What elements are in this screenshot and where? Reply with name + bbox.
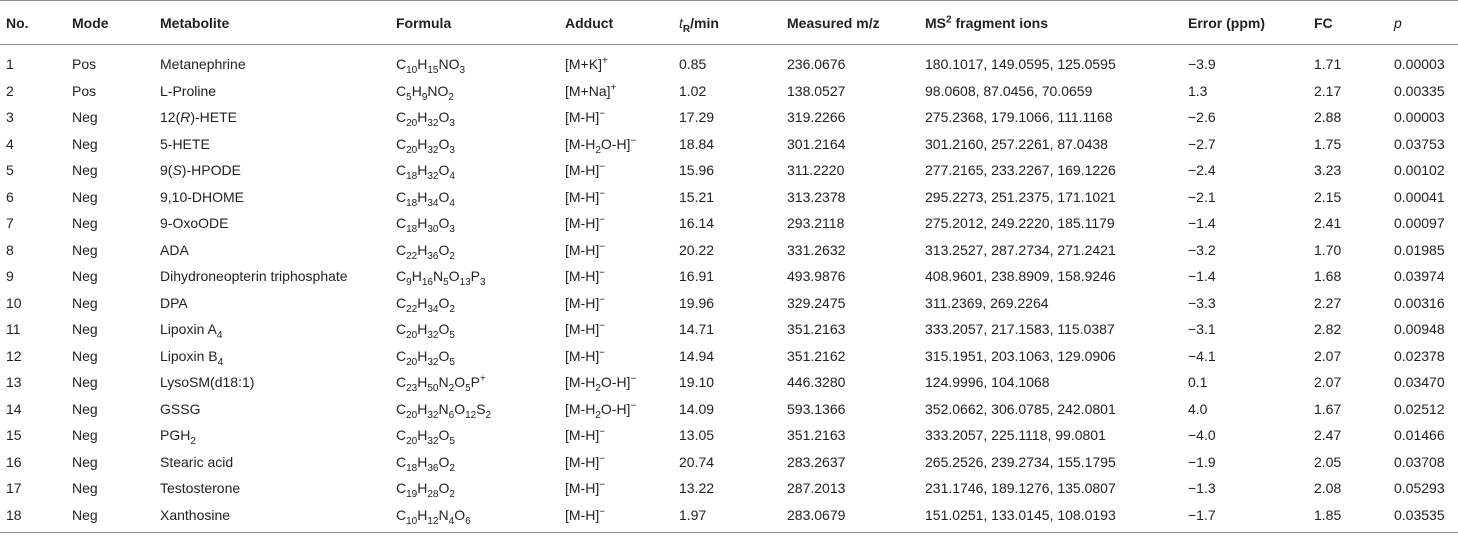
header-no: No. <box>0 1 66 45</box>
cell-fc: 1.75 <box>1314 135 1342 152</box>
cell-formula: $C_{23}H_{50}N_2O_5P^+$ <box>396 373 486 395</box>
cell-measured-mz: 593.1366 <box>787 400 846 417</box>
cell-mode: Neg <box>72 374 98 391</box>
cell-mode: Neg <box>72 347 98 364</box>
cell-p-value: 0.02378 <box>1394 347 1445 364</box>
cell-formula: $C_{10}H_{15}NO_3$ <box>396 56 466 77</box>
cell-mode: Pos <box>72 56 97 73</box>
table-row <box>0 78 1458 105</box>
cell-p-value: 0.00102 <box>1394 162 1445 179</box>
cell-retention-time: 14.09 <box>679 400 715 417</box>
table-row <box>0 237 1458 264</box>
cell-error-ppm: −1.4 <box>1188 215 1216 232</box>
cell-fragment-ions: 352.0662, 306.0785, 242.0801 <box>925 400 1116 417</box>
cell-adduct: $[M-H_2O-H]^-$ <box>565 373 637 395</box>
cell-formula: $C_{19}H_{28}O_2$ <box>396 480 455 501</box>
cell-no: 1 <box>6 56 14 73</box>
header-p: p <box>1388 1 1458 45</box>
cell-p-value: 0.00003 <box>1394 56 1445 73</box>
cell-error-ppm: −4.1 <box>1188 347 1216 364</box>
cell-adduct: [M-H]− <box>565 347 606 364</box>
cell-adduct: [M-H]− <box>565 161 606 179</box>
cell-fc: 1.70 <box>1314 241 1342 258</box>
cell-metabolite: Lipoxin $B_4$ <box>160 347 224 368</box>
cell-no: 2 <box>6 82 14 99</box>
table-row <box>0 316 1458 343</box>
cell-fc: 2.08 <box>1314 480 1342 497</box>
cell-retention-time: 0.85 <box>679 56 707 73</box>
cell-retention-time: 14.94 <box>679 347 715 364</box>
table-row <box>0 104 1458 131</box>
cell-retention-time: 20.22 <box>679 241 715 258</box>
header-tr-subscript: R <box>682 23 691 35</box>
cell-p-value: 0.01985 <box>1394 241 1445 258</box>
cell-mode: Pos <box>72 82 97 99</box>
cell-formula: $C_{18}H_{36}O_2$ <box>396 453 455 474</box>
cell-mode: Neg <box>72 453 98 470</box>
cell-p-value: 0.00041 <box>1394 188 1445 205</box>
cell-formula: $C_{20}H_{32}N_6O_{12}S_2$ <box>396 400 492 421</box>
table-row <box>0 369 1458 396</box>
cell-no: 11 <box>6 321 21 338</box>
cell-no: 9 <box>6 268 14 285</box>
cell-adduct: [M-H]− <box>565 241 606 258</box>
table-row <box>0 210 1458 237</box>
cell-error-ppm: −3.1 <box>1188 321 1216 338</box>
cell-fragment-ions: 151.0251, 133.0145, 108.0193 <box>919 502 1182 533</box>
cell-measured-mz: 236.0676 <box>787 56 846 73</box>
table-row <box>0 449 1458 476</box>
cell-fc: 2.05 <box>1314 453 1342 470</box>
cell-retention-time: 17.29 <box>679 109 715 126</box>
table-row <box>0 157 1458 184</box>
cell-retention-time: 1.97 <box>673 502 781 533</box>
cell-no: 18 <box>0 502 66 533</box>
cell-metabolite: 9-OxoODE <box>160 215 229 232</box>
cell-retention-time: 14.71 <box>679 321 715 338</box>
cell-no: 13 <box>6 374 22 391</box>
cell-mode: Neg <box>72 294 98 311</box>
cell-fragment-ions: 180.1017, 149.0595, 125.0595 <box>925 56 1116 73</box>
cell-fragment-ions: 124.9996, 104.1068 <box>925 374 1050 391</box>
table-row <box>0 263 1458 290</box>
cell-formula: $C_{20}H_{32}O_5$ <box>396 427 455 448</box>
cell-metabolite: 12(R)-HETE <box>160 109 238 126</box>
header-mode: Mode <box>66 1 154 45</box>
table-row <box>0 475 1458 502</box>
cell-measured-mz: 351.2163 <box>787 321 846 338</box>
cell-adduct: [M-H]− <box>565 214 606 232</box>
table-row <box>0 184 1458 211</box>
cell-p-value: 0.00097 <box>1394 215 1445 232</box>
cell-fragment-ions: 277.2165, 233.2267, 169.1226 <box>925 162 1116 179</box>
cell-p-value: 0.03470 <box>1394 374 1445 391</box>
cell-fragment-ions: 98.0608, 87.0456, 70.0659 <box>925 82 1093 99</box>
cell-adduct: [M-H]− <box>565 453 606 470</box>
cell-measured-mz: 351.2162 <box>787 347 846 364</box>
cell-fragment-ions: 313.2527, 287.2734, 271.2421 <box>925 241 1116 258</box>
cell-fragment-ions: 315.1951, 203.1063, 129.0906 <box>925 347 1116 364</box>
cell-no: 10 <box>6 294 22 311</box>
cell-fc: 2.07 <box>1314 347 1342 364</box>
cell-mode: Neg <box>72 188 98 205</box>
cell-error-ppm: −2.1 <box>1188 188 1216 205</box>
cell-mode: Neg <box>72 241 98 258</box>
cell-retention-time: 16.91 <box>679 268 715 285</box>
cell-measured-mz: 301.2164 <box>787 135 846 152</box>
cell-fc: 2.27 <box>1314 294 1342 311</box>
cell-p-value: 0.02512 <box>1394 400 1445 417</box>
cell-retention-time: 20.74 <box>679 453 715 470</box>
cell-fragment-ions: 311.2369, 269.2264 <box>925 294 1049 311</box>
cell-metabolite: ADA <box>160 241 189 258</box>
cell-mode: Neg <box>66 502 154 533</box>
cell-formula: $C_{22}H_{34}O_2$ <box>396 294 455 315</box>
cell-mode: Neg <box>72 162 98 179</box>
cell-formula: $C_{20}H_{32}O_5$ <box>396 347 455 368</box>
table-body <box>0 45 1458 533</box>
cell-no: 3 <box>6 109 14 126</box>
header-fragments-text: fragment ions <box>951 14 1049 31</box>
header-fc: FC <box>1308 1 1388 45</box>
cell-adduct: [M-H]− <box>565 320 606 338</box>
cell-formula: $C_{10}H_{12}N_4O_6$ <box>390 502 559 533</box>
cell-measured-mz: 351.2163 <box>787 427 846 444</box>
cell-retention-time: 15.21 <box>679 188 715 205</box>
cell-fragment-ions: 333.2057, 217.1583, 115.0387 <box>925 321 1115 338</box>
cell-adduct: [M-H]− <box>559 502 673 533</box>
header-ms-text: MS <box>925 14 946 31</box>
cell-no: 6 <box>6 188 14 205</box>
header-ms2-fragments <box>919 1 1182 45</box>
cell-adduct: [M-H]− <box>565 426 606 444</box>
cell-adduct: [M-H]− <box>565 294 606 311</box>
header-tr-unit: /min <box>690 14 719 31</box>
cell-adduct: [M+K]+ <box>565 55 608 73</box>
cell-fragment-ions: 295.2273, 251.2375, 171.1021 <box>925 188 1116 205</box>
cell-error-ppm: −3.9 <box>1188 56 1216 73</box>
cell-measured-mz: 283.0679 <box>781 502 919 533</box>
table-row <box>0 45 1458 78</box>
cell-fragment-ions: 301.2160, 257.2261, 87.0438 <box>925 135 1108 152</box>
cell-p-value: 0.03708 <box>1394 453 1445 470</box>
cell-fragment-ions: 265.2526, 239.2734, 155.1795 <box>925 453 1116 470</box>
cell-formula: $C_{22}H_{36}O_2$ <box>396 241 455 262</box>
cell-p-value: 0.00316 <box>1394 294 1445 311</box>
cell-adduct: [M+Na]+ <box>565 82 617 99</box>
cell-error-ppm: 1.3 <box>1188 82 1208 99</box>
cell-metabolite: Dihydroneopterin triphosphate <box>160 268 348 285</box>
cell-measured-mz: 283.2637 <box>787 453 846 470</box>
cell-fragment-ions: 408.9601, 238.8909, 158.9246 <box>925 268 1116 285</box>
cell-p-value: 0.03753 <box>1394 135 1445 152</box>
cell-mode: Neg <box>72 400 98 417</box>
cell-mode: Neg <box>72 109 98 126</box>
cell-adduct: $[M-H_2O-H]^-$ <box>565 135 637 156</box>
cell-metabolite: Metanephrine <box>160 56 246 73</box>
cell-metabolite: Xanthosine <box>154 502 390 533</box>
cell-metabolite: DPA <box>160 294 188 311</box>
table-row <box>0 290 1458 317</box>
cell-error-ppm: 0.1 <box>1188 374 1208 391</box>
table-row <box>0 422 1458 449</box>
cell-adduct: [M-H]− <box>565 108 606 126</box>
cell-measured-mz: 287.2013 <box>787 480 846 497</box>
cell-metabolite: GSSG <box>160 400 201 417</box>
cell-error-ppm: −1.9 <box>1188 453 1216 470</box>
cell-metabolite: LysoSM(d18:1) <box>160 374 255 391</box>
cell-error-ppm: −1.7 <box>1182 502 1308 533</box>
cell-no: 5 <box>6 162 14 179</box>
cell-no: 8 <box>6 241 14 258</box>
cell-metabolite: Lipoxin $A_4$ <box>160 321 223 342</box>
cell-p-value: 0.03535 <box>1388 502 1458 533</box>
cell-fc: 2.15 <box>1314 188 1342 205</box>
cell-fragment-ions: 231.1746, 189.1276, 135.0807 <box>925 480 1116 497</box>
cell-retention-time: 18.84 <box>679 135 715 152</box>
cell-mode: Neg <box>72 135 98 152</box>
cell-retention-time: 13.05 <box>679 427 715 444</box>
cell-p-value: 0.00948 <box>1394 321 1445 338</box>
header-error: Error (ppm) <box>1182 1 1308 45</box>
cell-adduct: $[M-H_2O-H]^-$ <box>565 400 637 421</box>
cell-formula: $C_{20}H_{32}O_5$ <box>396 321 455 342</box>
cell-fragment-ions: 333.2057, 225.1118, 99.0801 <box>925 427 1106 444</box>
cell-p-value: 0.03974 <box>1394 268 1445 285</box>
cell-no: 4 <box>6 135 14 152</box>
cell-no: 14 <box>6 400 22 417</box>
cell-mode: Neg <box>72 427 98 444</box>
cell-measured-mz: 319.2266 <box>787 109 846 126</box>
cell-fc: 2.41 <box>1314 215 1342 232</box>
cell-error-ppm: −3.2 <box>1188 241 1216 258</box>
table-row <box>0 396 1458 423</box>
cell-mode: Neg <box>72 215 98 232</box>
cell-formula: $C_9H_{16}N_5O_{13}P_3$ <box>396 268 486 289</box>
cell-fc: 2.17 <box>1314 82 1342 99</box>
cell-formula: $C_{20}H_{32}O_3$ <box>396 109 455 130</box>
header-row <box>0 1 1458 45</box>
cell-retention-time: 19.10 <box>679 374 715 391</box>
cell-fc: 2.47 <box>1314 427 1342 444</box>
cell-no: 17 <box>6 480 22 497</box>
cell-fc: 1.85 <box>1308 502 1388 533</box>
cell-error-ppm: −2.7 <box>1188 135 1216 152</box>
cell-no: 12 <box>6 347 22 364</box>
cell-formula: $C_{18}H_{34}O_4$ <box>396 188 455 209</box>
cell-error-ppm: −4.0 <box>1188 427 1216 444</box>
cell-error-ppm: −2.6 <box>1188 109 1216 126</box>
cell-formula: $C_5H_9NO_2$ <box>396 82 454 103</box>
cell-metabolite: Stearic acid <box>160 453 234 470</box>
cell-measured-mz: 493.9876 <box>787 268 846 285</box>
cell-metabolite: 9(S)-HPODE <box>160 162 241 179</box>
cell-error-ppm: −1.3 <box>1188 480 1216 497</box>
cell-measured-mz: 313.2378 <box>787 188 846 205</box>
header-ms-superscript: 2 <box>946 13 952 25</box>
cell-mode: Neg <box>72 268 98 285</box>
header-measured-mz: Measured m/z <box>781 1 919 45</box>
cell-p-value: 0.00003 <box>1394 109 1445 126</box>
cell-retention-time: 16.14 <box>679 215 715 232</box>
header-metabolite: Metabolite <box>154 1 390 45</box>
cell-metabolite: $PGH_2$ <box>160 427 196 448</box>
cell-p-value: 0.05293 <box>1394 480 1445 497</box>
header-adduct: Adduct <box>559 1 673 45</box>
cell-p-value: 0.00335 <box>1394 82 1445 99</box>
cell-fc: 1.67 <box>1314 400 1342 417</box>
cell-retention-time: 1.02 <box>679 82 707 99</box>
cell-adduct: [M-H]− <box>565 267 606 285</box>
cell-fc: 2.07 <box>1314 374 1342 391</box>
cell-error-ppm: −1.4 <box>1188 268 1216 285</box>
cell-measured-mz: 331.2632 <box>787 241 846 258</box>
cell-metabolite: L-Proline <box>160 82 217 99</box>
cell-adduct: [M-H]− <box>565 479 606 497</box>
cell-fc: 2.82 <box>1314 321 1342 338</box>
cell-measured-mz: 446.3280 <box>787 374 846 391</box>
cell-retention-time: 13.22 <box>679 480 715 497</box>
header-retention-time <box>673 1 781 45</box>
cell-error-ppm: −3.3 <box>1188 294 1216 311</box>
cell-fc: 1.68 <box>1314 268 1342 285</box>
cell-no: 15 <box>6 427 22 444</box>
cell-measured-mz: 293.2118 <box>787 215 845 232</box>
cell-measured-mz: 311.2220 <box>787 162 845 179</box>
header-formula: Formula <box>390 1 559 45</box>
cell-no: 7 <box>6 215 14 232</box>
cell-fc: 1.71 <box>1314 56 1342 73</box>
table-row <box>0 131 1458 158</box>
cell-error-ppm: −2.4 <box>1188 162 1216 179</box>
cell-metabolite: Testosterone <box>160 480 241 497</box>
cell-formula: $C_{18}H_{32}O_4$ <box>396 162 455 183</box>
cell-retention-time: 15.96 <box>679 162 715 179</box>
cell-metabolite: 5-HETE <box>160 135 210 152</box>
cell-p-value: 0.01466 <box>1394 427 1445 444</box>
table-row <box>0 343 1458 370</box>
cell-fc: 2.88 <box>1314 109 1342 126</box>
cell-formula: $C_{18}H_{30}O_3$ <box>396 215 455 236</box>
cell-formula: $C_{20}H_{32}O_3$ <box>396 135 455 156</box>
cell-fragment-ions: 275.2012, 249.2220, 185.1179 <box>925 215 1115 232</box>
cell-no: 16 <box>6 453 22 470</box>
cell-metabolite: 9,10-DHOME <box>160 188 245 205</box>
cell-retention-time: 19.96 <box>679 294 715 311</box>
cell-fc: 3.23 <box>1314 162 1342 179</box>
cell-measured-mz: 138.0527 <box>787 82 846 99</box>
cell-mode: Neg <box>72 321 98 338</box>
cell-measured-mz: 329.2475 <box>787 294 846 311</box>
header-tr-symbol: t <box>679 14 683 31</box>
cell-error-ppm: 4.0 <box>1188 400 1208 417</box>
cell-fragment-ions: 275.2368, 179.1066, 111.1168 <box>925 109 1113 126</box>
cell-adduct: [M-H]− <box>565 188 606 205</box>
cell-mode: Neg <box>72 480 98 497</box>
table-row <box>0 502 1458 533</box>
